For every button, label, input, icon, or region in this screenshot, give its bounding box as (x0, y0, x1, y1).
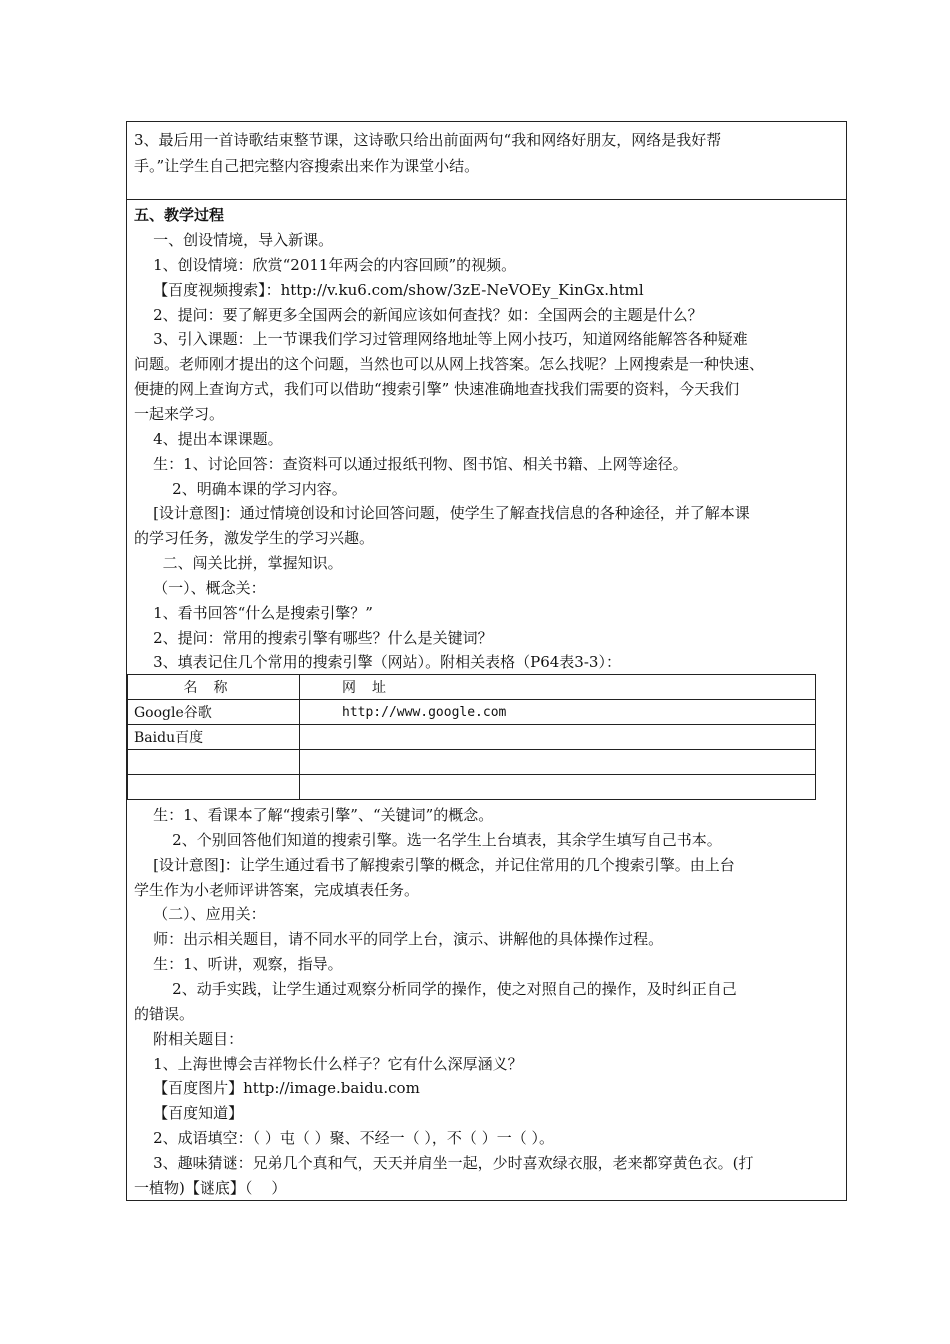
process-line: 3、填表记住几个常用的搜索引擎（网站）。附相关表格（P64表3-3）： (134, 653, 621, 672)
process-continued-line: 【百度图片】http://image.baidu.com (134, 1079, 420, 1098)
process-continued-line: 学生作为小老师评讲答案，完成填表任务。 (134, 880, 420, 899)
closing-poem-line-1: 3、最后用一首诗歌结束整节课，这诗歌只给出前面两句“我和网络好朋友，网络是我好帮 (134, 131, 722, 149)
table-row (128, 750, 816, 775)
process-line: 1、看书回答“什么是搜索引擎？” (134, 603, 373, 622)
process-line: 生：1、讨论回答：查资料可以通过报纸刊物、图书馆、相关书籍、上网等途径。 (134, 454, 688, 473)
process-continued-line: 生：1、听讲，观察，指导。 (134, 955, 343, 974)
engine-url: http://www.google.com (300, 700, 816, 725)
header-name: 名称 (128, 675, 300, 700)
process-continued-line: 1、上海世博会吉祥物长什么样子？它有什么深厚涵义？ (134, 1054, 523, 1073)
engine-name (128, 750, 300, 775)
process-continued-line: 2、个别回答他们知道的搜索引擎。选一名学生上台填表，其余学生填写自己书本。 (134, 830, 722, 849)
table-row (128, 775, 816, 800)
process-line: 问题。老师刚才提出的这个问题，当然也可以从网上找答案。怎么找呢？上网搜索是一种快速、 (134, 355, 765, 374)
process-line: 二、闯关比拼，掌握知识。 (134, 554, 343, 573)
process-line: 3、引入课题：上一节课我们学习过管理网络地址等上网小技巧，知道网络能解答各种疑难 (134, 330, 748, 349)
closing-poem-line-2: 手。”让学生自己把完整内容搜索出来作为课堂小结。 (134, 157, 480, 175)
process-continued-line: 3、趣味猜谜：兄弟几个真和气，天天并肩坐一起，少时喜欢绿衣服，老来都穿黄色衣。(打 (134, 1153, 754, 1172)
table-header-row (128, 675, 816, 700)
engine-url (300, 775, 816, 800)
process-line: 便捷的网上查询方式，我们可以借助“搜索引擎” 快速准确地查找我们需要的资料，今天我们 (134, 380, 740, 399)
engine-name: Google谷歌 (128, 700, 300, 725)
search-engine-table (127, 674, 816, 800)
process-line: 4、提出本课课题。 (134, 429, 283, 448)
process-line: 2、明确本课的学习内容。 (134, 479, 347, 498)
process-continued-line: 生：1、看课本了解“搜索引擎”、“关键词”的概念。 (134, 806, 494, 824)
process-continued-line: 一植物)【谜底】（ ） (134, 1178, 287, 1197)
process-continued-line: 的错误。 (134, 1004, 195, 1023)
engine-url (300, 750, 816, 775)
process-line: 一起来学习。 (134, 404, 225, 423)
process-line: 【百度视频搜索】：http://v.ku6.com/show/3zE-NeVOEy_KinGx.html (134, 280, 644, 299)
process-continued-line: 【百度知道】 (134, 1104, 244, 1123)
section-heading: 五、教学过程 (134, 206, 225, 224)
header-url: 网址 (300, 675, 816, 700)
process-line: 1、创设情境：欣赏“2011年两会的内容回顾”的视频。 (134, 255, 517, 274)
process-line: （一）、概念关： (134, 578, 266, 597)
process-line: 2、提问：要了解更多全国两会的新闻应该如何查找？如：全国两会的主题是什么？ (134, 305, 703, 324)
process-continued-line: （二）、应用关： (134, 905, 266, 924)
process-continued-line: 师：出示相关题目，请不同水平的同学上台，演示、讲解他的具体操作过程。 (134, 930, 664, 949)
engine-url (300, 725, 816, 750)
process-line: 2、提问：常用的搜索引擎有哪些？什么是关键词？ (134, 628, 493, 647)
process-continued-line: 2、成语填空：（ ）屯（ ）聚、不经一（ ），不（ ）一（ ）。 (134, 1129, 554, 1148)
process-continued-line: 2、动手实践，让学生通过观察分析同学的操作，使之对照自己的操作，及时纠正自己 (134, 979, 737, 998)
process-continued-line: [设计意图]：让学生通过看书了解搜索引擎的概念，并记住常用的几个搜索引擎。由上台 (134, 855, 735, 874)
table-row (128, 700, 816, 725)
process-line: 一、创设情境，导入新课。 (134, 231, 334, 249)
engine-name: Baidu百度 (128, 725, 300, 750)
table-row (128, 725, 816, 750)
engine-name (128, 775, 300, 800)
process-line: [设计意图]：通过情境创设和讨论回答问题，使学生了解查找信息的各种途径，并了解本课 (134, 504, 750, 523)
process-line: 的学习任务，激发学生的学习兴趣。 (134, 529, 375, 548)
process-continued-line: 附相关题目： (134, 1029, 244, 1048)
